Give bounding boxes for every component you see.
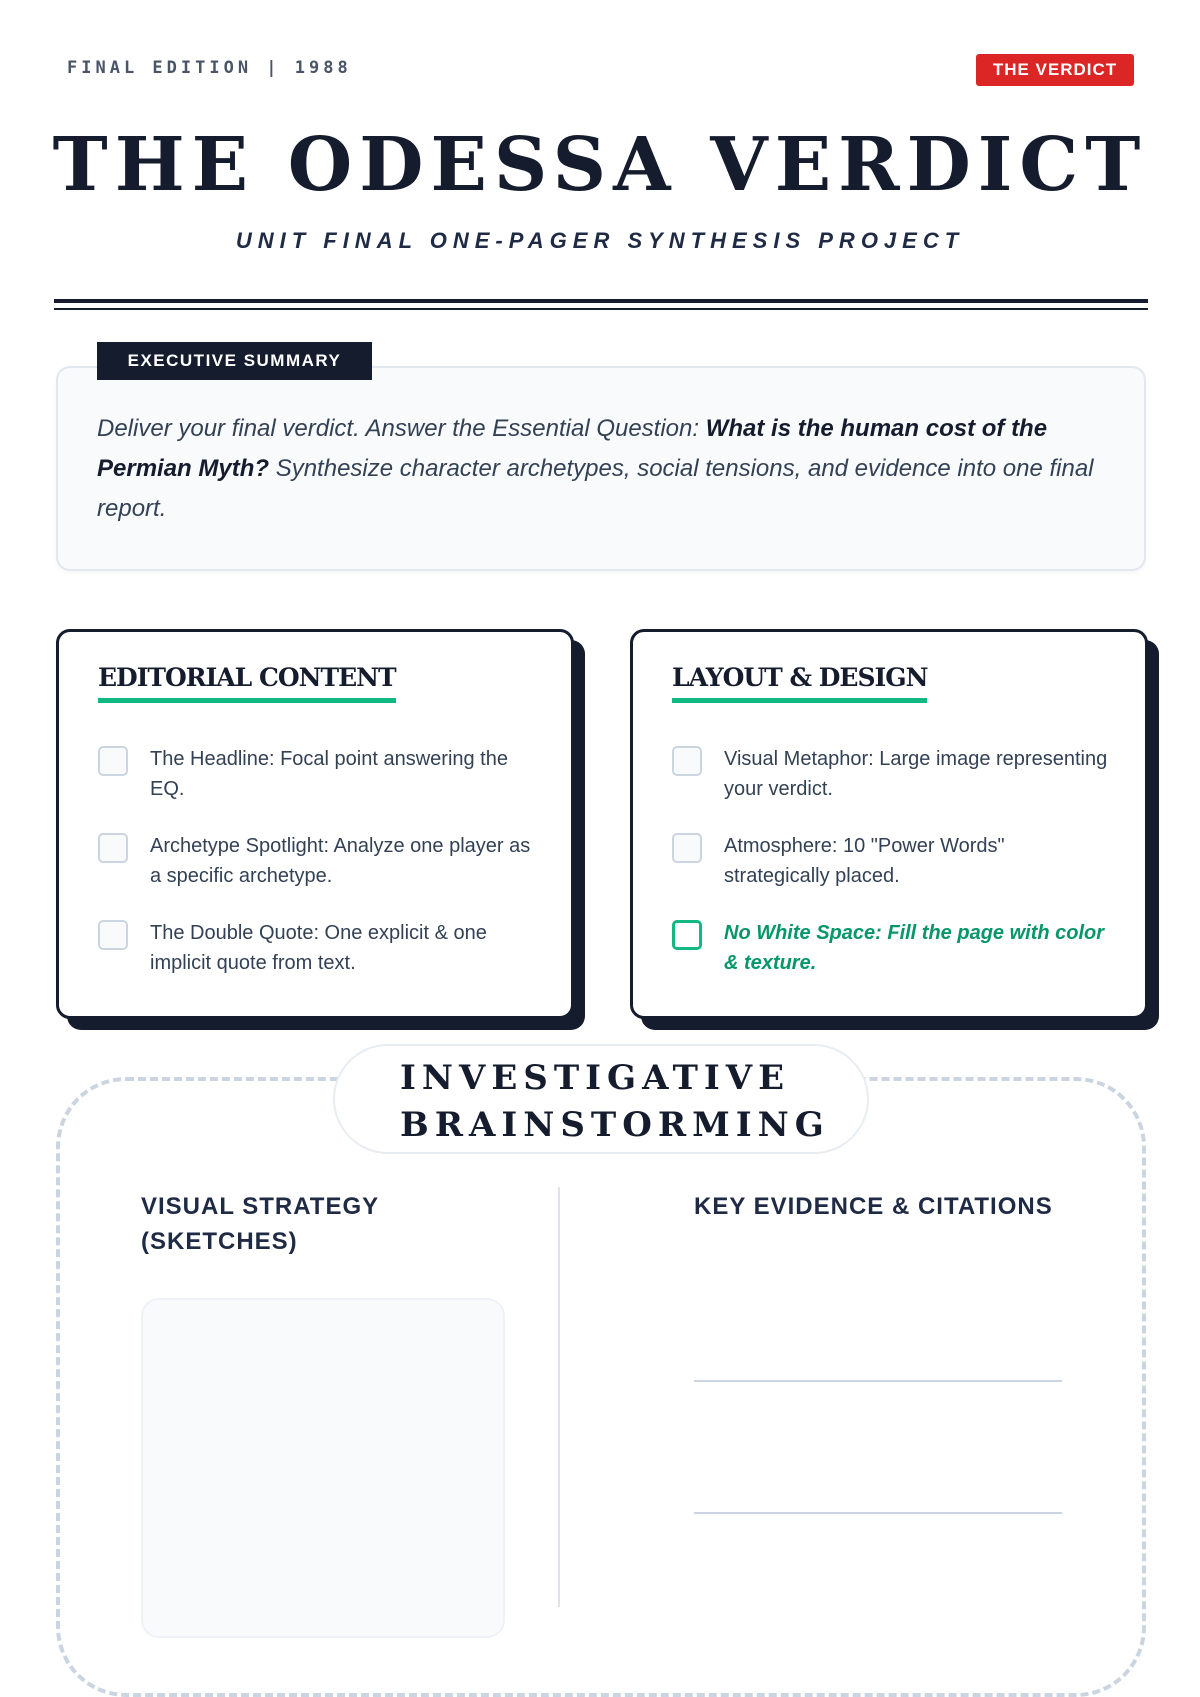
checklist-item (98, 833, 538, 891)
editorial-content-card (56, 629, 574, 1019)
layout-design-heading: LAYOUT & DESIGN (672, 660, 927, 703)
checklist-item-highlighted (672, 920, 1112, 978)
checklist-item-label: Visual Metaphor: Large image representing your verdict. (724, 748, 1108, 800)
checkbox[interactable] (98, 920, 128, 950)
brainstorm-title-line: BRAINSTORMING (400, 1105, 830, 1145)
summary-text-intro: Deliver your final verdict. Answer the Essential Question: (97, 415, 706, 442)
checklist-item-label: The Double Quote: One explicit & one implicit quote from text. (150, 922, 487, 974)
checklist-item-label: The Headline: Focal point answering the EQ. (150, 748, 508, 800)
checklist-item (672, 833, 1112, 891)
brainstorm-title-line: INVESTIGATIVE (400, 1058, 791, 1098)
checkbox[interactable] (98, 833, 128, 863)
checkbox[interactable] (672, 833, 702, 863)
brainstorm-title (400, 1055, 860, 1149)
visual-strategy-heading-line: VISUAL STRATEGY (141, 1193, 380, 1220)
page-title: THE ODESSA VERDICT (52, 122, 1148, 208)
header-rule-thin (54, 308, 1148, 310)
verdict-badge: THE VERDICT (976, 54, 1134, 86)
header-rule-thick (54, 299, 1148, 303)
writing-line[interactable] (694, 1512, 1062, 1514)
editorial-content-heading: EDITORIAL CONTENT (98, 660, 396, 703)
writing-line[interactable] (694, 1380, 1062, 1382)
checkbox-highlighted[interactable] (672, 920, 702, 950)
checklist-item-label: Atmosphere: 10 "Power Words" strategically placed. (724, 835, 1005, 887)
summary-text-outro: Synthesize character archetypes, social tensions, and evidence into one final report. (97, 455, 1094, 522)
checklist-item-label: Archetype Spotlight: Analyze one player as a specific archetype. (150, 835, 531, 887)
column-divider (558, 1187, 560, 1607)
executive-summary-text (97, 409, 1107, 529)
checklist-item (672, 746, 1112, 804)
essential-question: What is the human cost of the Permian Myth? (97, 415, 1048, 482)
executive-summary-label: EXECUTIVE SUMMARY (97, 342, 372, 380)
checklist-item (98, 920, 538, 978)
sketch-area[interactable] (141, 1298, 505, 1638)
visual-strategy-heading (141, 1189, 379, 1259)
checkbox[interactable] (672, 746, 702, 776)
checklist-item-label: No White Space: Fill the page with color & texture. (724, 922, 1105, 974)
layout-design-card (630, 629, 1148, 1019)
edition-line: FINAL EDITION | 1988 (67, 58, 352, 78)
checkbox[interactable] (98, 746, 128, 776)
checklist-item (98, 746, 538, 804)
page-subtitle: UNIT FINAL ONE-PAGER SYNTHESIS PROJECT (235, 228, 965, 253)
key-evidence-heading: KEY EVIDENCE & CITATIONS (694, 1193, 1053, 1220)
visual-strategy-heading-line: (SKETCHES) (141, 1228, 298, 1255)
